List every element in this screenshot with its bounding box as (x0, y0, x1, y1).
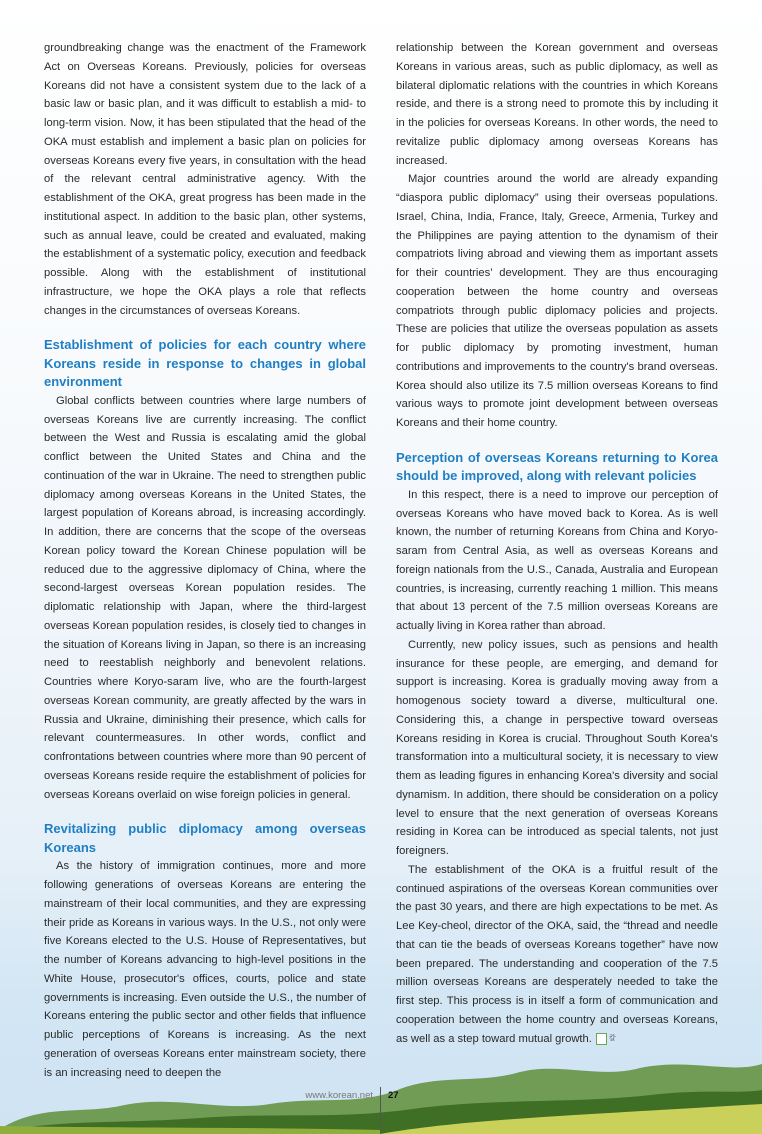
section-heading: Establishment of policies for each country where Koreans reside in response to changes in global environment (44, 337, 366, 390)
paragraph (396, 861, 718, 1049)
paragraph-text: The establishment of the OKA is a fruitful result of the continued aspirations of the overseas Korean communities over the past 30 years, and there are high expectations to be met. As Lee Key-cheol, director of the OKA, said, the “thread and needle that can tie the beads of overseas Koreans together” have now been prepared. The understanding and cooperation of the 7.5 million overseas Koreans are desperately needed to take the first step. This process is in itself a form of communication and cooperation between the home country and overseas Koreans, as well as a step toward mutual growth. (396, 863, 718, 1045)
paragraph: Global conflicts between countries where large numbers of overseas Koreans live are currently increasing. The conflict between the West and Russia is escalating amid the global conflict between the United States and China and the continuation of the war in Ukraine. The need to strengthen public diplomacy among overseas Koreans in the United States, the largest population of Koreans abroad, is increasing accordingly. In addition, there are concerns that the scope of the overseas Korean policy toward the Korean Chinese population will be reduced due to the aggressive diplomacy of China, where the second-largest overseas Korean population resides. The diplomatic relationship with Japan, where the third-largest overseas Korean population resides, is closely tied to changes in the situation of Koreans living in Japan, so there is an increasing need to reestablish neighborly and benevolent relations. Countries where Koryo-saram live, who are the fourth-largest overseas Korean community, are greatly affected by the wars in Russia and Ukraine, diminishing their presence, which calls for relevant countermeasures. In other words, conflict and confrontations between countries where more than 90 percent of overseas Koreans reside require the establishment of policies for overseas Koreans overlaid on wise foreign policies in general. (44, 394, 366, 801)
footer-url[interactable]: www.korean.net (305, 1090, 373, 1102)
page-footer (0, 1090, 762, 1134)
right-column (396, 39, 718, 1048)
left-column (44, 39, 366, 1082)
page-number: 27 (388, 1090, 399, 1102)
end-mark-icon: 칼 (596, 1033, 607, 1045)
paragraph: groundbreaking change was the enactment of the Framework Act on Overseas Koreans. Previously, policies for overseas Koreans did not have a consistent system due to the lack of a basic law or basic plan, and it was difficult to establish a mid- to long-term vision. Now, it has been stipulated that the head of the OKA must establish and implement a basic plan on policies for overseas Koreans every five years, in consultation with the head of the relevant central administrative agency. With the establishment of the OKA, great progress has been made in the institutional aspect. In addition to the basic plan, other systems, such as annual leave, could be created and evaluated, making the establishment of a systematic policy, execution and feedback possible. Along with the establishment of institutional infrastructure, we hope the OKA plays a role that reflects changes in the circumstances of overseas Koreans. (44, 42, 366, 317)
paragraph: In this respect, there is a need to improve our perception of overseas Koreans who have moved back to Korea. As is well known, the number of returning Koreans from China and Koryo-saram from Central Asia, as well as overseas Koreans and foreign nationals from the U.S., Canada, Australia and European countries, is increasing, currently reaching 1 million. This means that about 13 percent of the 7.5 million overseas Koreans are actually living in Korea rather than abroad. (396, 488, 718, 632)
paragraph: Currently, new policy issues, such as pensions and health insurance for these people, are emerging, and demand for support is increasing. Korea is gradually moving away from a homogenous society toward a diverse, multicultural one. Considering this, a change in perspective toward overseas Koreans residing in Korea is crucial. Throughout South Korea's transformation into a multicultural society, it is necessary to view them as leading figures in enhancing Korea's diversity and social dynamism. In addition, there should be consideration on a policy level to ensure that the next generation of overseas Koreans residing in Korea can be introduced as special talents, not just foreigners. (396, 638, 718, 857)
columns (44, 39, 762, 1082)
section-heading: Revitalizing public diplomacy among overseas Koreans (44, 821, 366, 855)
paragraph: As the history of immigration continues, more and more following generations of overseas Koreans are entering the mainstream of their local communities, and they are expressing their pride as Koreans in various ways. In the U.S., not only were five Koreans elected to the U.S. House of Representatives, but the number of Koreans advancing to high-level positions in the White House, prosecutor's offices, courts, police and state governments is increasing. Even outside the U.S., the number of Koreans entering the public sector and other fields that influence public perceptions of Koreans is increasing. As the next generation of overseas Koreans enter mainstream society, there is an increasing need to deepen the (44, 860, 366, 1079)
footer-divider (380, 1087, 381, 1131)
paragraph: relationship between the Korean government and overseas Koreans in various areas, such as public diplomacy, as well as bilateral diplomatic relations with the countries in which Koreans reside, and there is a strong need to promote this by including it in the policies for overseas Koreans. In other words, the need to revitalize public diplomacy among overseas Koreans has increased. (396, 42, 718, 167)
paragraph: Major countries around the world are already expanding “diaspora public diplomacy” using their overseas populations. Israel, China, India, France, Italy, Greece, Armenia, Turkey and the Philippines are paying attention to the dynamism of their compatriots living abroad and viewing them as important assets for their countries’ development. They are thus encouraging cooperation between the home country and overseas compatriots through public diplomacy policies and projects. These are policies that utilize the overseas population as assets for public diplomacy by promoting investment, human contributions and improvements to the country's brand overseas. Korea should also utilize its 7.5 million overseas Koreans to find various ways to promote joint development between overseas Koreans and their home country. (396, 173, 718, 429)
section-heading: Perception of overseas Koreans returning to Korea should be improved, along with relevant policies (396, 449, 718, 484)
